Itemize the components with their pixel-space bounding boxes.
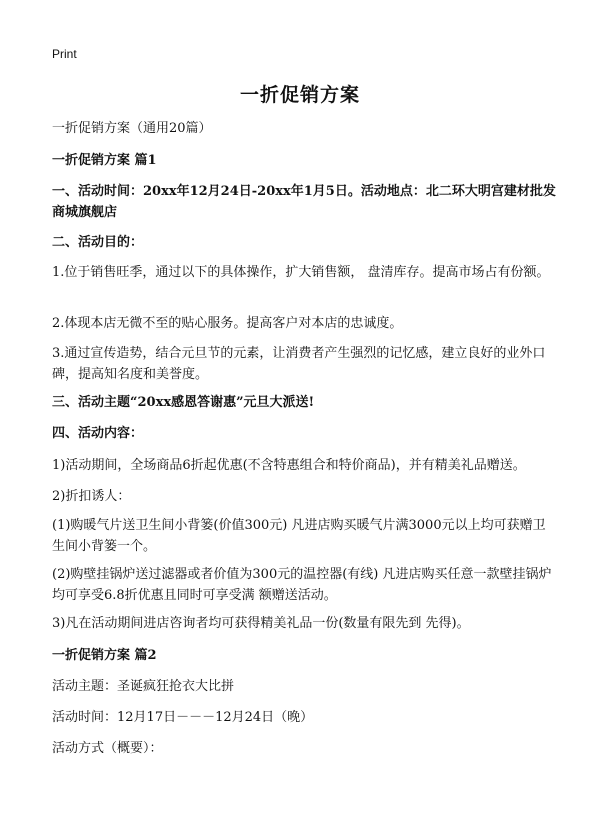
print-link[interactable]: Print — [52, 47, 77, 61]
content-item-2-2: (2)购壁挂锅炉送过滤器或者价值为300元的温控器(有线) 凡进店购买任意一款壁挂锅炉均可享受6.8折优惠且同时可享受满 额赠送活动。 — [52, 567, 552, 603]
section-1-heading: 一折促销方案 篇1 — [52, 153, 157, 168]
content-item-3: 3)凡在活动期间进店咨询者均可获得精美礼品一份(数量有限先到 先得)。 — [52, 616, 470, 631]
purpose-item-1: 1.位于销售旺季，通过以下的具体操作，扩大销售额， 盘清库存。提高市场占有份额。 — [52, 265, 550, 280]
purpose-item-2: 2.体现本店无微不至的贴心服务。提高客户对本店的忠诚度。 — [52, 316, 403, 331]
purpose-heading: 二、活动目的： — [52, 235, 144, 250]
theme-heading: 三、活动主题“20xx感恩答谢惠”元旦大派送! — [52, 395, 315, 410]
activity-time-paragraph: 一、活动时间：20xx年12月24日-20xx年1月5日。活动地点：北二环大明宫建材批发商城旗舰店 — [52, 184, 556, 220]
section-2-theme: 活动主题：圣诞疯狂抢衣大比拼 — [52, 679, 235, 694]
content-item-1: 1)活动期间，全场商品6折起优惠(不含特惠组合和特价商品)，并有精美礼品赠送。 — [52, 458, 526, 473]
subtitle: 一折促销方案（通用20篇） — [52, 121, 212, 136]
content-item-2: 2)折扣诱人： — [52, 489, 131, 504]
purpose-item-3: 3.通过宣传造势，结合元旦节的元素，让消费者产生强烈的记忆感，建立良好的业外口碑，提高知名度和美誉度。 — [52, 346, 546, 382]
section-2-heading: 一折促销方案 篇2 — [52, 648, 157, 663]
section-2-time: 活动时间：12月17日－－－12月24日（晚） — [52, 710, 314, 725]
content-heading: 四、活动内容： — [52, 426, 144, 441]
content-item-2-1: (1)购暖气片送卫生间小背篓(价值300元) 凡进店购买暖气片满3000元以上均可获赠卫生间小背篓一个。 — [52, 518, 546, 554]
page-title: 一折促销方案 — [239, 84, 360, 106]
section-2-method: 活动方式（概要）： — [52, 741, 163, 756]
